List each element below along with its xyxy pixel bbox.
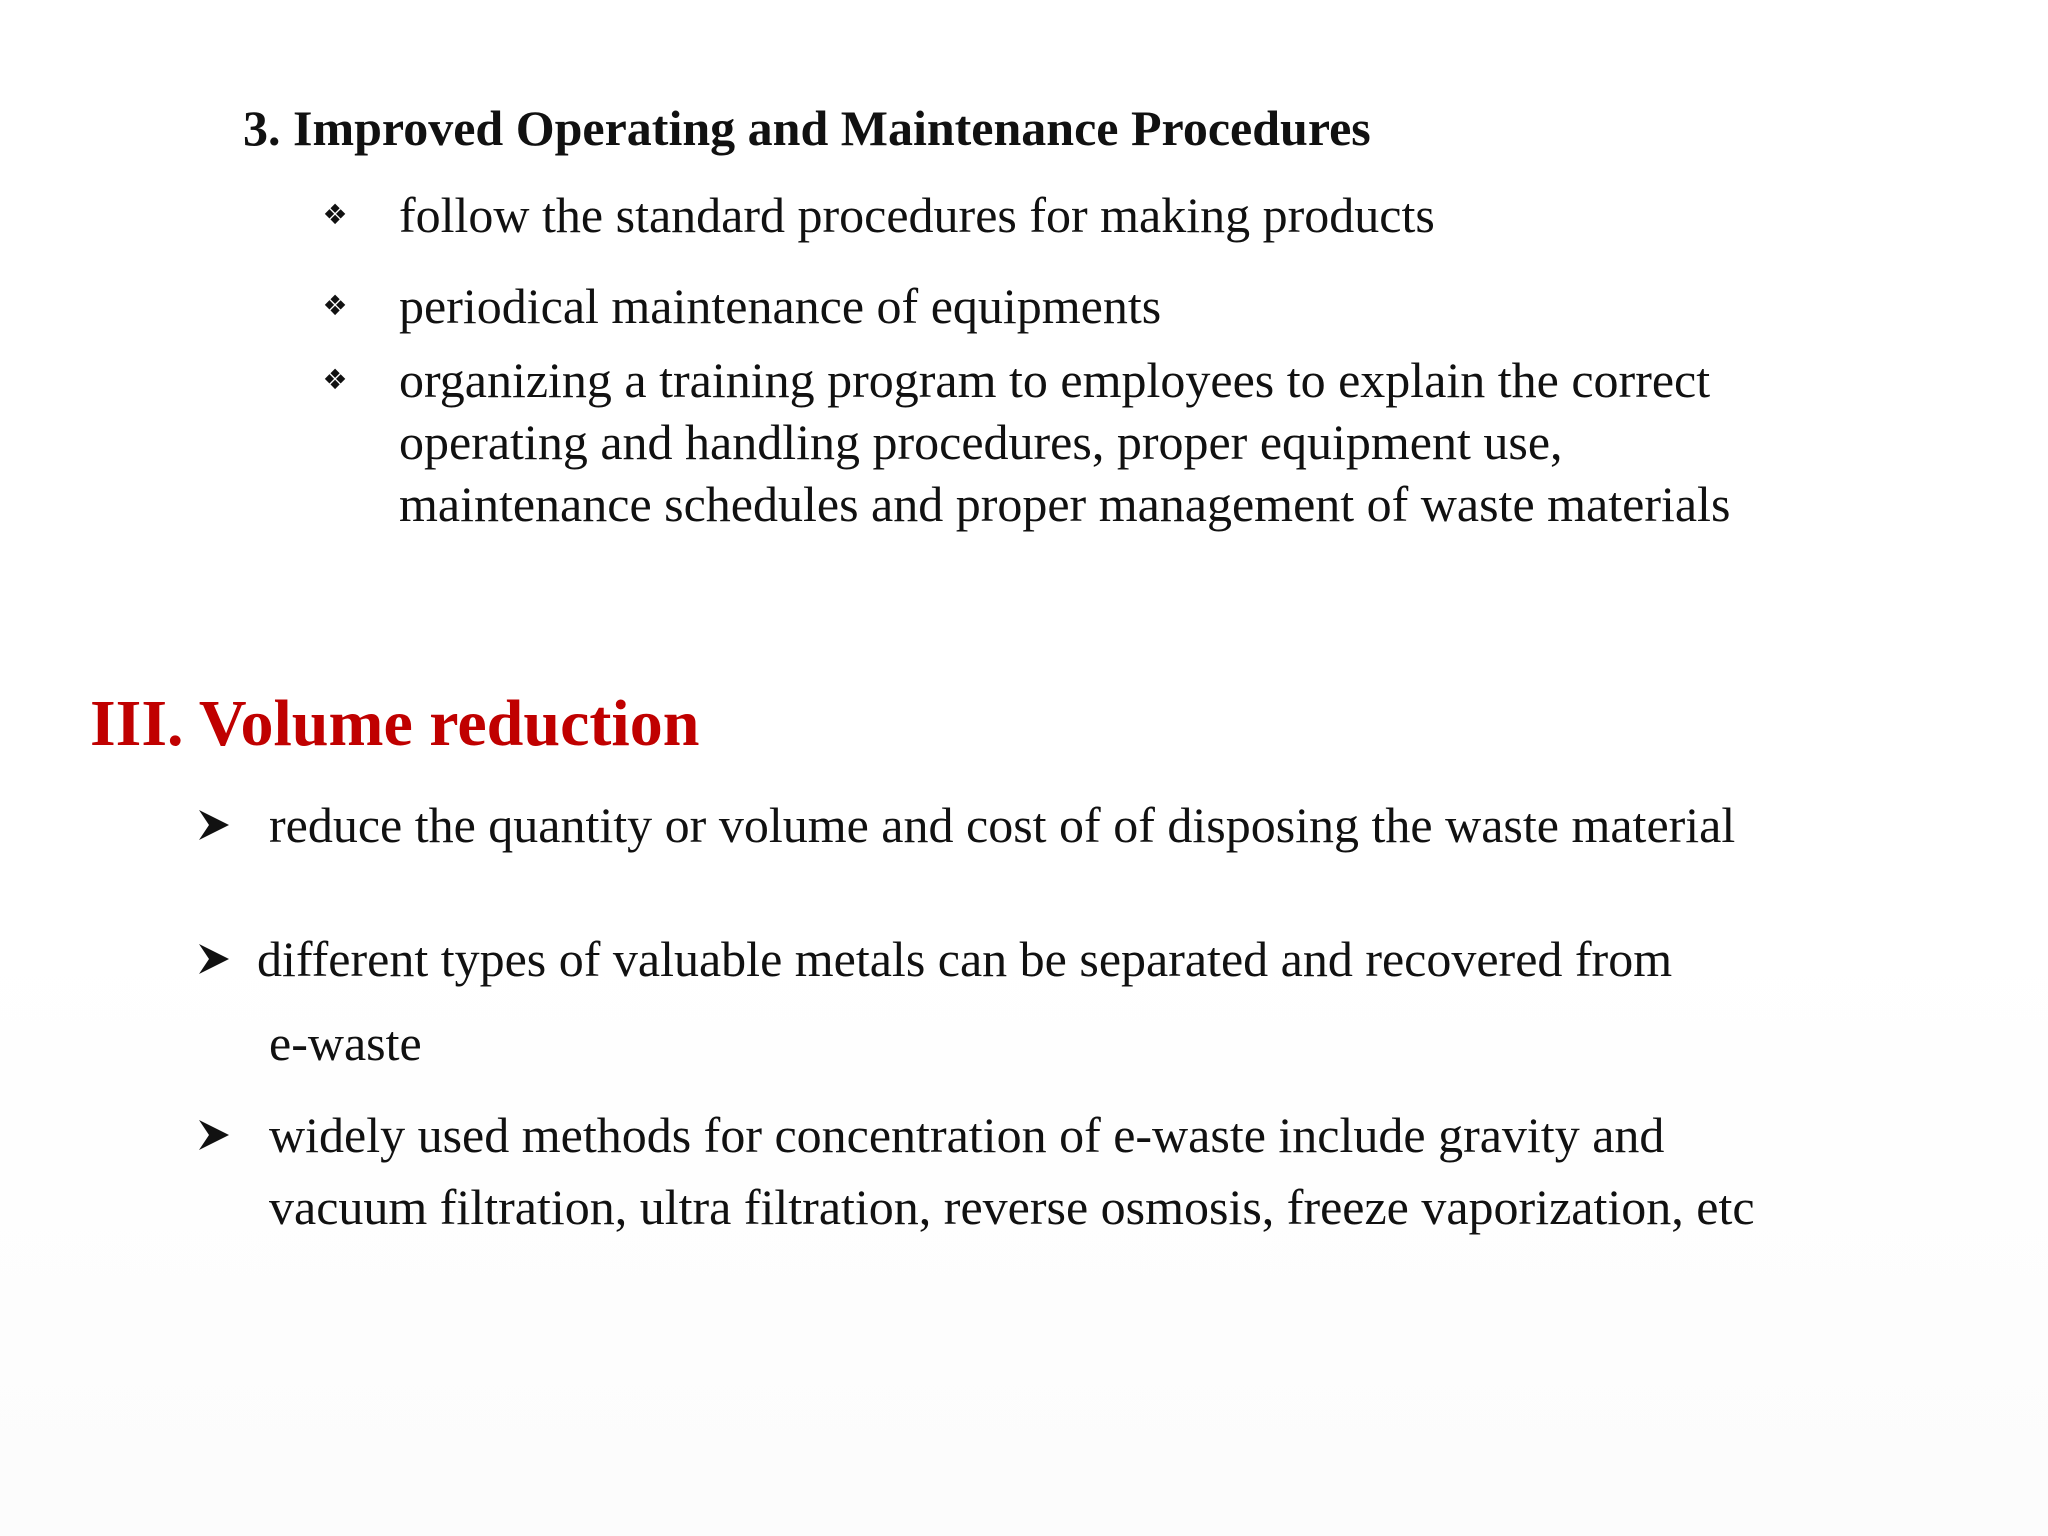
arrow-bullet-icon <box>196 928 232 990</box>
list-item-text: organizing a training program to employees to explain the correct <box>399 352 1711 408</box>
list-item-text: maintenance schedules and proper management of waste materials <box>399 476 1731 532</box>
section-3-title: 3. Improved Operating and Maintenance Procedures <box>243 100 1371 156</box>
list-item-text: different types of valuable metals can be separated and recovered from <box>257 931 1673 987</box>
list-item-text: periodical maintenance of equipments <box>399 278 1162 334</box>
list-item-text: vacuum filtration, ultra filtration, reverse osmosis, freeze vaporization, etc <box>269 1179 1755 1235</box>
list-item-text: operating and handling procedures, proper equipment use, <box>399 414 1563 470</box>
list-item-text: e-waste <box>269 1015 422 1071</box>
diamond-bullet-icon: ❖ <box>322 289 348 322</box>
list-item-text: widely used methods for concentration of e-waste include gravity and <box>269 1107 1665 1163</box>
diamond-bullet-icon: ❖ <box>322 198 348 231</box>
arrow-bullet-icon <box>196 794 232 856</box>
list-item-text: follow the standard procedures for making products <box>399 187 1435 243</box>
section-heading: III. Volume reduction <box>90 687 700 760</box>
diamond-bullet-icon: ❖ <box>322 363 348 396</box>
arrow-bullet-icon <box>196 1104 232 1166</box>
list-item-text: reduce the quantity or volume and cost of of disposing the waste material <box>269 797 1736 853</box>
